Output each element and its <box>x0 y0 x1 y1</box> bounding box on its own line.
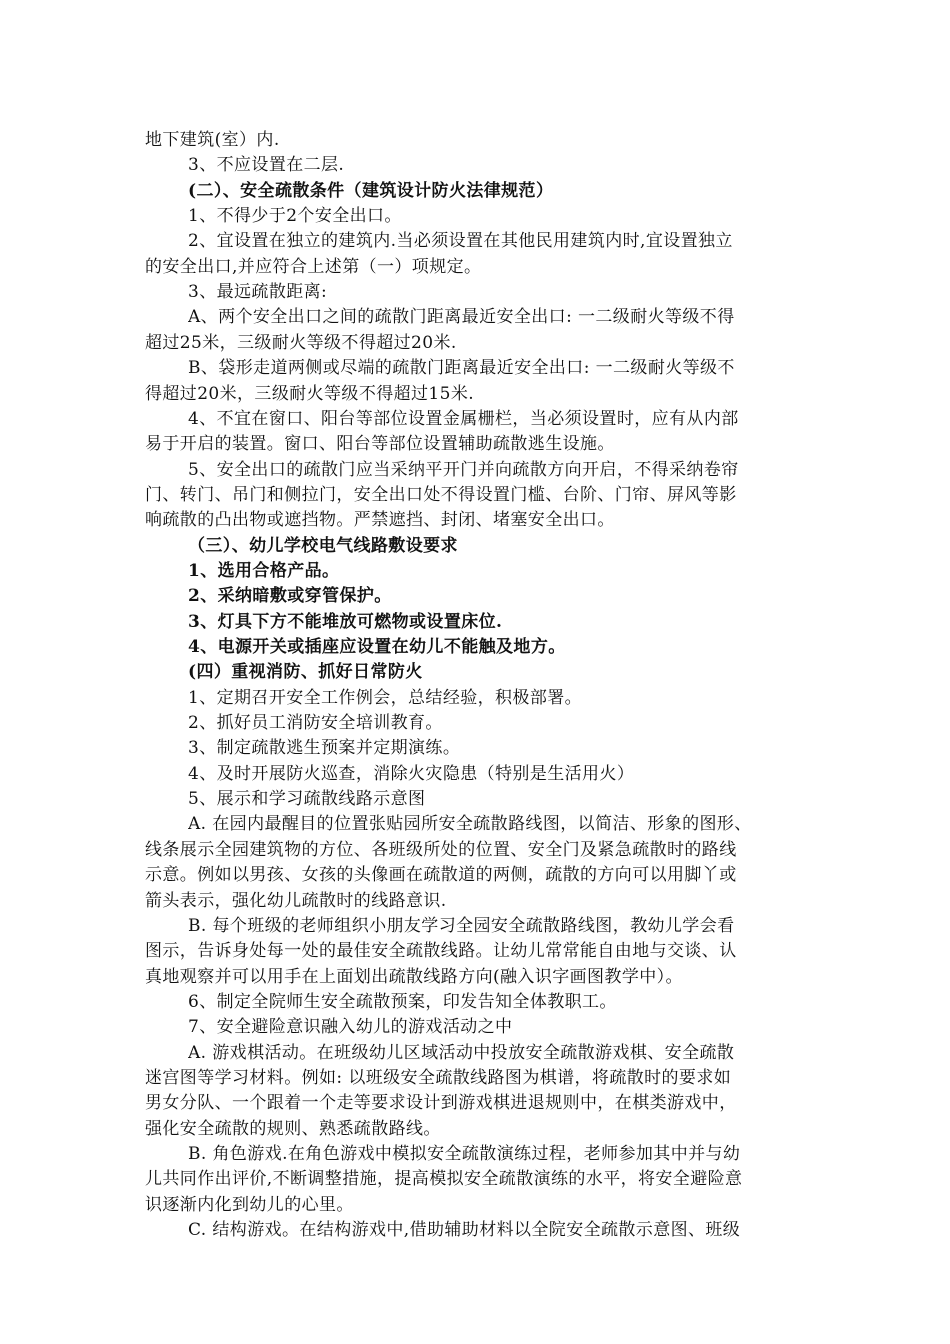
text-line: 2、宜设置在独立的建筑内.当必须设置在其他民用建筑内时,宜设置独立 <box>188 231 733 252</box>
section-heading-line: 2、采纳暗敷或穿管保护。 <box>188 586 392 607</box>
text-line: 6、制定全院师生安全疏散预案，印发告知全体教职工。 <box>188 991 617 1012</box>
text-line: A. 游戏棋活动。在班级幼儿区域活动中投放安全疏散游戏棋、安全疏散 <box>188 1042 735 1063</box>
text-line: 迷宫图等学习材料。例如: 以班级安全疏散线路图为棋谱，将疏散时的要求如 <box>145 1067 732 1088</box>
text-line: 3、最远疏散距离: <box>188 282 328 303</box>
text-line: 易于开启的装置。窗口、阳台等部位设置辅助疏散逃生设施。 <box>145 434 615 455</box>
text-line: 图示，告诉身处每一处的最佳安全疏散线路。让幼儿常常能自由地与交谈、认 <box>145 941 737 962</box>
text-line: 强化安全疏散的规则、熟悉疏散路线。 <box>145 1118 441 1139</box>
text-line: B. 每个班级的老师组织小朋友学习全园安全疏散路线图，教幼儿学会看 <box>188 915 735 936</box>
section-heading-line: 4、电源开关或插座应设置在幼儿不能触及地方。 <box>188 637 566 657</box>
text-line: A. 在园内最醒目的位置张贴园所安全疏散路线图，以简洁、形象的图形、 <box>188 814 752 835</box>
section-heading-line: (四）重视消防、抓好日常防火 <box>188 662 423 683</box>
text-line: B、袋形走道两侧或尽端的疏散门距离最近安全出口: 一二级耐火等级不 <box>188 358 735 379</box>
text-line: A、两个安全出口之间的疏散门距离最近安全出口: 一二级耐火等级不得 <box>188 307 735 328</box>
text-line: 3、不应设置在二层. <box>188 155 345 176</box>
text-line: 箭头表示，强化幼儿疏散时的线路意识. <box>145 890 447 911</box>
text-line: 响疏散的凸出物或遮挡物。严禁遮挡、封闭、堵塞安全出口。 <box>145 510 615 531</box>
text-line: C. 结构游戏。在结构游戏中,借助辅助材料以全院安全疏散示意图、班级 <box>188 1220 741 1241</box>
text-line: 4、及时开展防火巡查，消除火灾隐患（特别是生活用火） <box>188 763 635 784</box>
text-line: 5、展示和学习疏散线路示意图 <box>188 789 426 810</box>
section-heading-line: 3、灯具下方不能堆放可燃物或设置床位. <box>188 611 503 632</box>
text-line: 门、转门、吊门和侧拉门，安全出口处不得设置门槛、台阶、门帘、屏风等影 <box>145 484 737 505</box>
text-line: 示意。例如以男孩、女孩的头像画在疏散道的两侧，疏散的方向可以用脚丫或 <box>145 865 737 886</box>
text-line: 7、安全避险意识融入幼儿的游戏活动之中 <box>188 1017 513 1038</box>
text-line: 2、抓好员工消防安全培训教育。 <box>188 713 443 734</box>
text-line: 线条展示全园建筑物的方位、各班级所处的位置、安全门及紧急疏散时的路线 <box>145 839 737 860</box>
text-line: 4、不宜在窗口、阳台等部位设置金属栅栏，当必须设置时，应有从内部 <box>188 408 739 429</box>
text-line: 地下建筑(室）内. <box>145 130 280 150</box>
text-line: 超过25米，三级耐火等级不得超过20米. <box>145 332 457 353</box>
section-heading-line: 1、选用合格产品。 <box>188 560 340 581</box>
text-line: B. 角色游戏.在角色游戏中模拟安全疏散演练过程，老师参加其中并与幼 <box>188 1144 741 1164</box>
text-line: 1、定期召开安全工作例会，总结经验，积极部署。 <box>188 687 583 708</box>
text-line: 男女分队、一个跟着一个走等要求设计到游戏棋进退规则中，在棋类游戏中， <box>145 1093 737 1114</box>
text-line: 5、安全出口的疏散门应当采纳平开门并向疏散方向开启，不得采纳卷帘 <box>188 459 739 480</box>
text-line: 儿共同作出评价,不断调整措施，提高模拟安全疏散演练的水平，将安全避险意 <box>145 1169 743 1190</box>
text-line: 识逐渐内化到幼儿的心里。 <box>145 1194 354 1215</box>
section-heading-line: （三）、幼儿学校电气线路敷设要求 <box>188 535 458 556</box>
text-line: 的安全出口,并应符合上述第（一）项规定。 <box>145 256 482 277</box>
section-heading-line: (二）、安全疏散条件（建筑设计防火法律规范） <box>188 180 554 201</box>
text-line: 3、制定疏散逃生预案并定期演练。 <box>188 738 461 759</box>
text-line: 真地观察并可以用手在上面划出疏散线路方向(融入识字画图教学中）。 <box>145 966 683 987</box>
text-line: 得超过20米，三级耐火等级不得超过15米. <box>145 383 475 404</box>
text-line: 1、不得少于2个安全出口。 <box>188 206 402 227</box>
